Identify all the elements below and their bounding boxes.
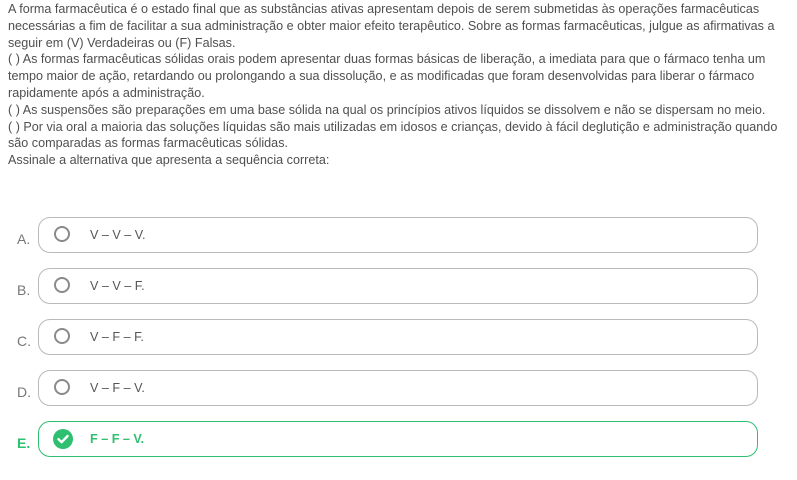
alternative-text: V – V – F. [90,279,145,293]
alternative-letter: B. [17,282,31,298]
alternative-letter: C. [17,333,31,349]
check-circle-icon[interactable] [53,429,73,449]
alternative-text: F – F – V. [90,432,145,446]
alternative-option-b[interactable] [38,268,758,304]
question-prompt: Assinale a alternativa que apresenta a sequência correta: [8,153,330,168]
question-intro: A forma farmacêutica é o estado final que as substâncias ativas apresentam depois de serem submetidas às operações farmacêuticas necessárias a fim de facilitar a sua administração e obter maior efeito terapêutico. Sobre as formas farmacêuticas, julgue as afirmativas a seguir em (V) Verdadeiras ou (F) Falsas. [8,2,775,50]
alternative-a [0,217,797,253]
alternative-text: V – V – V. [90,228,146,242]
radio-empty-icon[interactable] [54,226,70,242]
alternative-letter: E. [17,435,31,451]
question-text [8,1,790,169]
alternative-option-d[interactable] [38,370,758,406]
alternative-letter: D. [17,384,31,400]
radio-empty-icon[interactable] [54,328,70,344]
alternative-option-e[interactable] [38,421,758,457]
statement-2: ( ) As suspensões são preparações em uma base sólida na qual os princípios ativos líquidos se dissolvem e não se dispersam no meio. [8,102,766,117]
radio-empty-icon[interactable] [54,277,70,293]
alternative-e [0,421,797,457]
statement-3: ( ) Por via oral a maioria das soluções líquidas são mais utilizadas em idosos e crianças, devido à fácil deglutição e administração quando são comparadas as formas farmacêuticas sólidas. [8,119,778,151]
alternative-d [0,370,797,406]
alternative-text: V – F – F. [90,330,144,344]
alternative-text: V – F – V. [90,381,145,395]
alternative-option-c[interactable] [38,319,758,355]
alternative-letter: A. [17,231,31,247]
radio-empty-icon[interactable] [54,379,70,395]
alternative-option-a[interactable] [38,217,758,253]
alternative-b [0,268,797,304]
statement-1: ( ) As formas farmacêuticas sólidas orais podem apresentar duas formas básicas de liberação, a imediata para que o fármaco tenha um tempo maior de ação, retardando ou prolongando a sua dissolução, e as modificadas que foram desenvolvidas para liberar o fármaco rapidamente após a administração. [8,52,766,100]
alternative-c [0,319,797,355]
